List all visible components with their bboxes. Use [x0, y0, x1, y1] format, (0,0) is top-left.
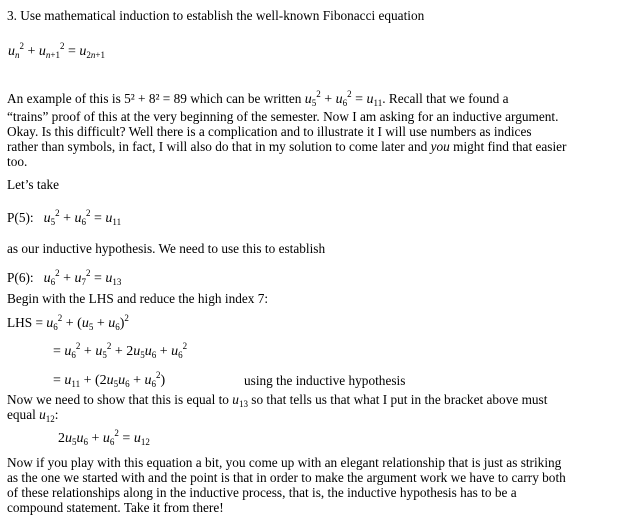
hypothesis-text: as our inductive hypothesis. We need to use this to establish: [7, 241, 326, 256]
p6-statement: P(6): $u_6^2 + u_7^2 = u_{13}$: [7, 268, 122, 287]
emphasis-you: you: [430, 139, 450, 154]
final-line-1: Now if you play with this equation a bit, you come up with an elegant relationship that is just as striking: [7, 455, 562, 470]
p5-statement: P(5): $u_5^2 + u_6^2 = u_{11}$: [7, 208, 122, 227]
final-line-3: of these relationships along in the inductive process, that is, the inductive hypothesis has to be a: [7, 485, 517, 500]
lhs-line-2: = $u_6^2 + u_5^2 + 2u_5u_6 + u_6^2$: [53, 341, 188, 360]
fibonacci-equation: $u_n^2 + u_{n+1}^2 = u_{2n+1}$: [8, 41, 105, 60]
problem-heading: 3. Use mathematical induction to establish the well-known Fibonacci equation: [7, 8, 425, 23]
final-line-2: as the one we started with and the point is that in order to make the argument work we have to carry both: [7, 470, 566, 485]
begin-text: Begin with the LHS and reduce the high index 7:: [7, 291, 269, 306]
target-equation: $2u_5u_6 + u_6^2 = u_{12}$: [58, 428, 150, 447]
paragraph-1-line-1: An example of this is 5² + 8² = 89 which can be written $u_5^2 + u_6^2 = u_{11}$. Recall that we found a: [7, 89, 509, 108]
show-line-2: equal $u_{12}$:: [7, 407, 59, 424]
lhs-line-3: = $u_{11} + (2u_5u_6 + u_6^2)$: [53, 370, 166, 389]
lets-take: Let’s take: [7, 177, 60, 192]
example-equation: $u_5^2 + u_6^2 = u_{11}$: [304, 89, 383, 108]
paragraph-1-line-4: rather than symbols, in fact, I will also do that in my solution to come later and you might find that easier: [7, 139, 567, 154]
show-line-1: Now we need to show that this is equal to $u_{13}$ so that tells us that what I put in the bracket above must: [7, 392, 548, 409]
paragraph-1-line-5: too.: [7, 154, 28, 169]
lhs-line-1: LHS = $u_6^2 + (u_5 + u_6)^2$: [7, 313, 129, 332]
final-line-4: compound statement. Take it from there!: [7, 500, 224, 515]
paragraph-1-line-2: “trains” proof of this at the very beginning of the semester. Now I am asking for an inductive argument.: [7, 109, 559, 124]
inductive-note: using the inductive hypothesis: [244, 373, 406, 388]
paragraph-1-line-3: Okay. Is this difficult? Well there is a complication and to illustrate it I will use numbers as indices: [7, 124, 532, 139]
